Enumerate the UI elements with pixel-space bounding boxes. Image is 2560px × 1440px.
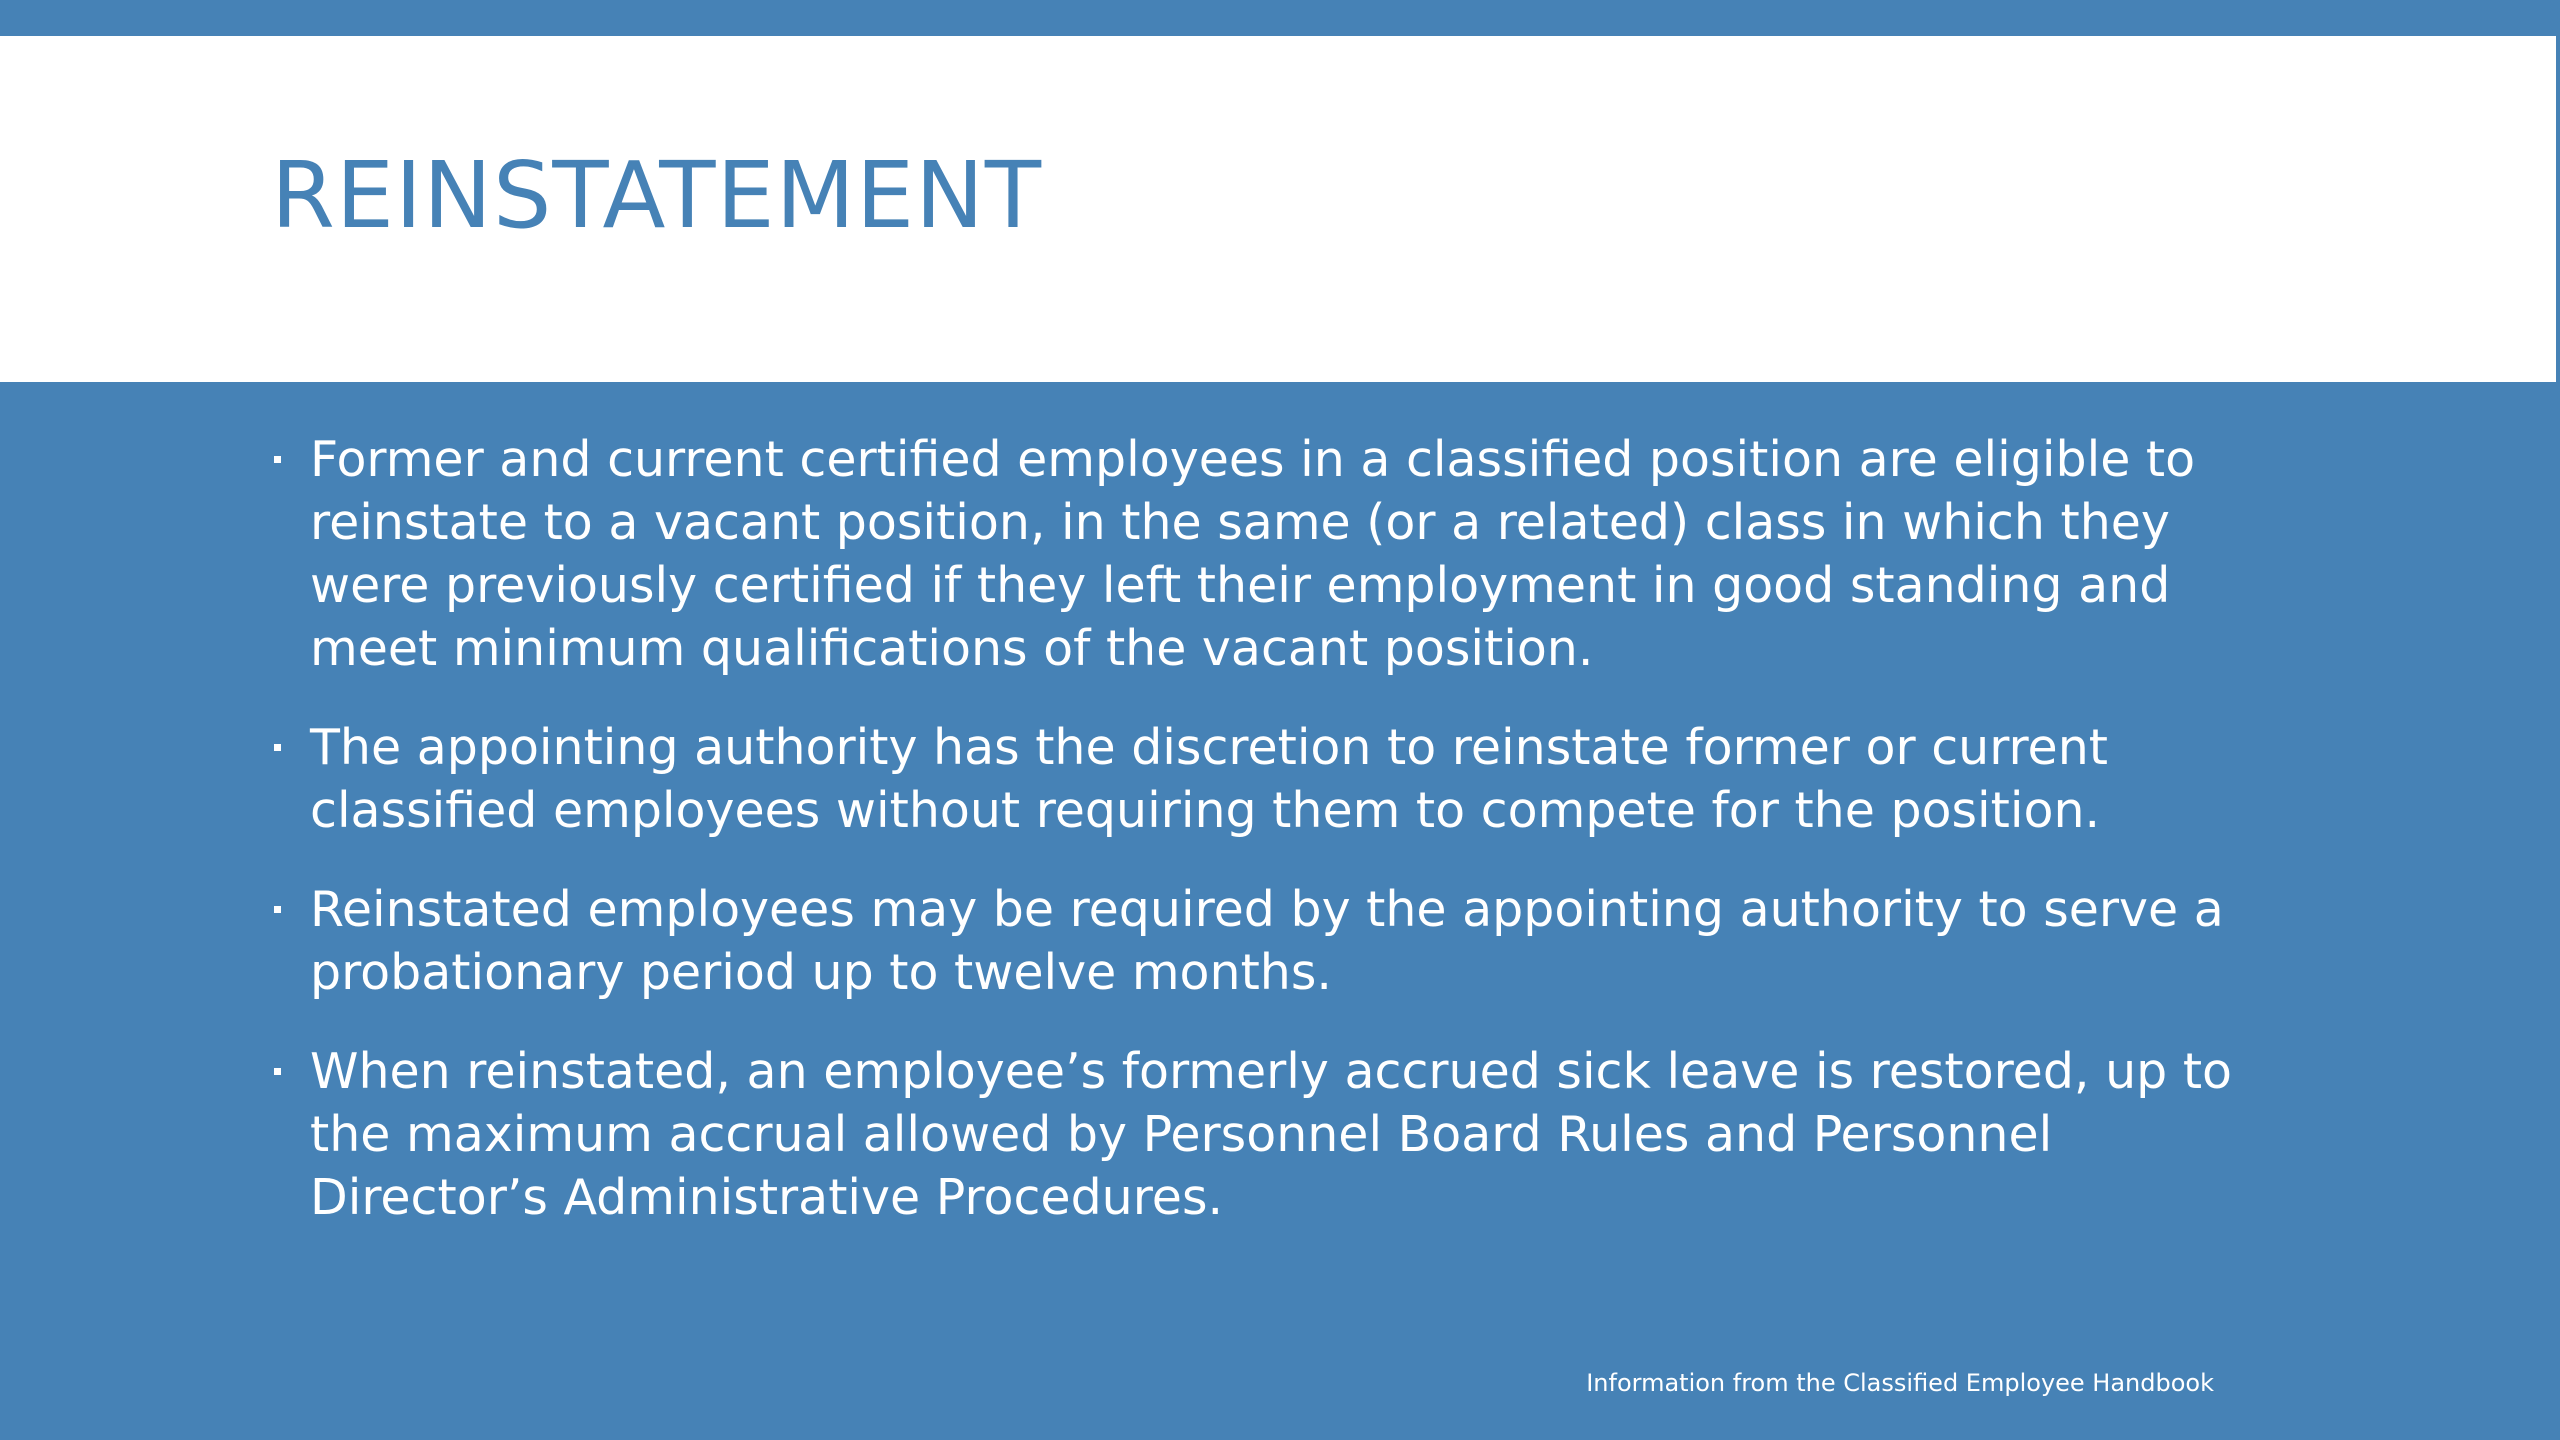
slide-title: REINSTATEMENT: [271, 142, 1043, 249]
footer-source-note: Information from the Classified Employee Handbook: [1586, 1369, 2214, 1397]
bullet-item: [270, 1040, 2290, 1229]
bullet-text: The appointing authority has the discretion to reinstate former or current classified employees without requiring them to compete for the position.: [310, 719, 2108, 839]
bullet-icon: [274, 456, 281, 463]
bullet-text: Former and current certified employees in a classified position are eligible to reinstate to a vacant position, in the same (or a related) class in which they were previously certified if they left their employment in good standing and meet minimum qualifications of the vacant position.: [310, 431, 2196, 677]
bullet-item: [270, 428, 2290, 680]
bullet-icon: [274, 906, 281, 913]
top-accent-band: [0, 0, 2560, 36]
bullet-icon: [274, 1068, 281, 1075]
bullet-icon: [274, 744, 281, 751]
bullet-item: [270, 716, 2290, 842]
bullet-list: [270, 428, 2290, 1265]
bullet-text: Reinstated employees may be required by the appointing authority to serve a probationary period up to twelve months.: [310, 881, 2224, 1001]
bullet-item: [270, 878, 2290, 1004]
bullet-text: When reinstated, an employee’s formerly accrued sick leave is restored, up to the maximum accrual allowed by Personnel Board Rules and Personnel Director’s Administrative Procedures.: [310, 1043, 2233, 1226]
